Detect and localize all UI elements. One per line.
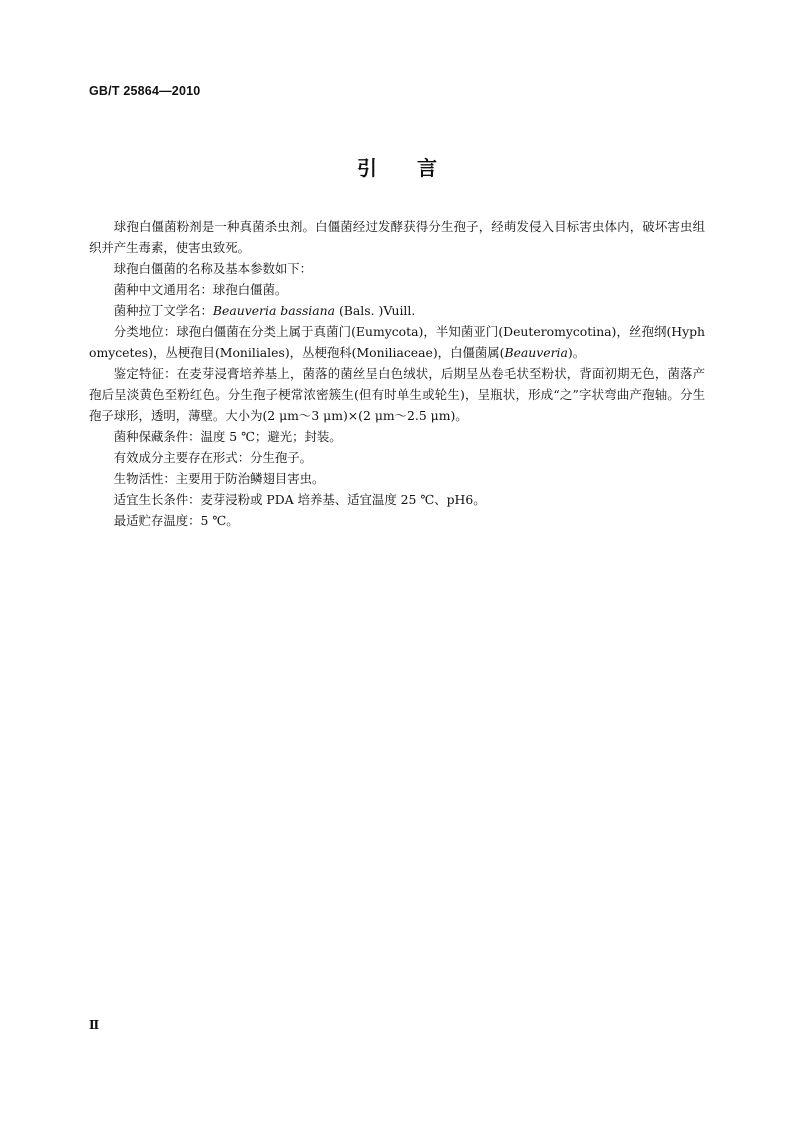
paragraph-active-form: 有效成分主要存在形式：分生孢子。 — [113, 450, 313, 465]
paragraph-identification: 鉴定特征：在麦芽浸膏培养基上，菌落的菌丝呈白色绒状，后期呈丛卷毛状至粉状，背面初期无色，菌落产孢后呈淡黄色至粉红色。分生孢子梗常浓密簇生(但有时单生或轮生)，呈瓶状，形成“之”字状弯曲产孢轴。分生孢子球形，透明，薄壁。大小为(2 μm～3 μm)×(2 μm～2.5 μm)。 — [89, 366, 705, 423]
paragraph-chinese-name: 菌种中文通用名：球孢白僵菌。 — [113, 282, 288, 297]
paragraph-bioactivity: 生物活性：主要用于防治鳞翅目害虫。 — [113, 471, 325, 486]
latin-name-species: Beauveria bassiana — [212, 303, 336, 318]
standard-code: GB/T 25864—2010 — [89, 84, 201, 98]
title-char-1: 引 — [357, 156, 377, 180]
paragraph-latin-name — [89, 300, 705, 321]
taxonomy-text: 分类地位：球孢白僵菌在分类上属于真菌门(Eumycota)，半知菌亚门(Deuteromycotina)，丝孢纲(Hyphomycetes)，丛梗孢目(Moniliales)，丛梗孢科(Moniliaceae)，白僵菌属( — [89, 324, 705, 360]
latin-name-authority: (Bals. )Vuill. — [335, 303, 416, 318]
title-char-2: 言 — [417, 156, 437, 180]
paragraph-storage-conditions: 菌种保藏条件：温度 5 ℃；避光；封装。 — [113, 429, 342, 444]
paragraph-params-heading: 球孢白僵菌的名称及基本参数如下： — [113, 261, 313, 276]
latin-name-prefix: 菌种拉丁文学名： — [113, 303, 213, 318]
paragraph-taxonomy — [89, 321, 705, 363]
page-number: Ⅱ — [89, 1018, 100, 1032]
paragraph-intro: 球孢白僵菌粉剂是一种真菌杀虫剂。白僵菌经过发酵获得分生孢子，经萌发侵入目标害虫体内，破坏害虫组织并产生毒素，使害虫致死。 — [89, 219, 705, 255]
taxonomy-genus: Beauveria — [504, 345, 568, 360]
page-title — [0, 152, 794, 181]
document-body — [89, 216, 705, 531]
paragraph-storage-temperature: 最适贮存温度：5 ℃。 — [113, 513, 239, 528]
taxonomy-text-end: )。 — [567, 345, 586, 360]
paragraph-growth-conditions: 适宜生长条件：麦芽浸粉或 PDA 培养基、适宜温度 25 ℃、pH6。 — [113, 492, 486, 507]
